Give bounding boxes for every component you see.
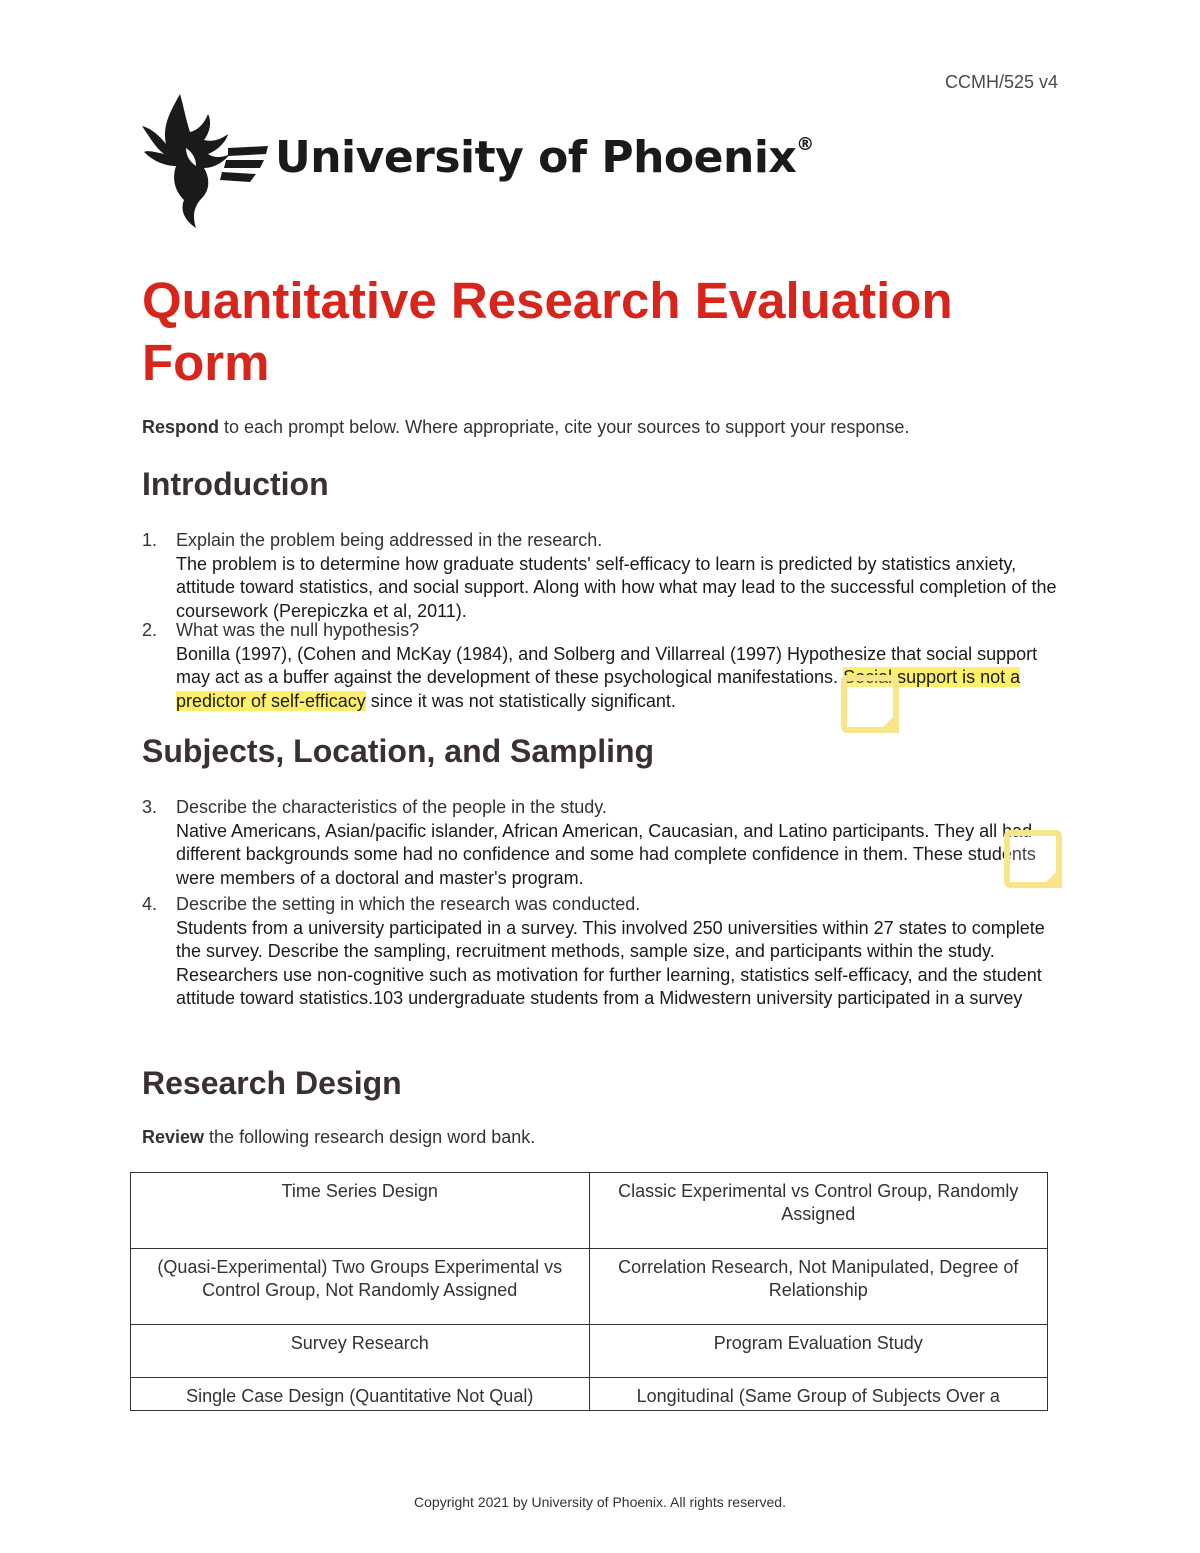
table-cell: Single Case Design (Quantitative Not Qual) — [131, 1378, 590, 1411]
table-row — [131, 1325, 1048, 1378]
table-cell: Program Evaluation Study — [589, 1325, 1048, 1378]
answer-text: The problem is to determine how graduate students' self-efficacy to learn is predicted by statistics anxiety, attitude toward statistics, and social support. Along with how what may lead to the successful completion of the coursework (Perepiczka et al, 2011). — [176, 553, 1057, 621]
question-text: What was the null hypothesis? — [176, 620, 420, 640]
logo-wordmark: University of Phoenix® — [275, 132, 814, 183]
table-row — [131, 1378, 1048, 1411]
university-logo — [140, 92, 814, 232]
question-text: Describe the setting in which the research was conducted. — [176, 894, 641, 914]
heading-introduction: Introduction — [142, 466, 329, 502]
copyright-footer: Copyright 2021 by University of Phoenix. All rights reserved. — [414, 1494, 786, 1510]
question-3: 3. Describe the characteristics of the people in the study. Native Americans, Asian/pacific islander, African American, Caucasian, and Latino participants. They all had different backgrounds some had no confidence and some had complete confidence in them. These students were members of a doctoral and master's program. — [142, 796, 1062, 890]
instructions: Respond to each prompt below. Where appropriate, cite your sources to support your response. — [142, 417, 910, 437]
answer-text: Native Americans, Asian/pacific islander, African American, Caucasian, and Latino participants. They all had different backgrounds some had no confidence and some had complete confidence in them. These students were members of a doctoral and master's program. — [176, 820, 1036, 888]
table-cell: Survey Research — [131, 1325, 590, 1378]
heading-subjects: Subjects, Location, and Sampling — [142, 733, 655, 769]
table-cell: Classic Experimental vs Control Group, Randomly Assigned — [589, 1173, 1048, 1249]
highlighted-text: Social support is not a predictor of self-efficacy — [176, 667, 1021, 711]
sticky-note-icon[interactable] — [841, 675, 899, 733]
table-cell: Time Series Design — [131, 1173, 590, 1249]
table-row — [131, 1249, 1048, 1325]
question-text: Describe the characteristics of the people in the study. — [176, 797, 607, 817]
table-row — [131, 1173, 1048, 1249]
answer-text: Students from a university participated in a survey. This involved 250 universities within 27 states to complete the survey. Describe the sampling, recruitment methods, sample size, and participants within the study. — [176, 917, 1045, 961]
phoenix-icon — [140, 92, 270, 232]
table-cell: Correlation Research, Not Manipulated, Degree of Relationship — [589, 1249, 1048, 1325]
answer-text-2: Researchers use non-cognitive such as motivation for further learning, statistics self-efficacy, and the student attitude toward statistics.103 undergraduate students from a Midwestern university participated in a survey — [176, 964, 1042, 1008]
question-1: 1. Explain the problem being addressed in the research. The problem is to determine how graduate students' self-efficacy to learn is predicted by statistics anxiety, attitude toward statistics, and social support. Along with how what may lead to the successful completion of the coursework (Perepiczka et al, 2011). — [142, 529, 1062, 623]
heading-research-design: Research Design — [142, 1065, 402, 1101]
answer-text: Bonilla (1997), (Cohen and McKay (1984), and Solberg and Villarreal (1997) Hypothesize that social support may act as a buffer against the development of these psychological manifestations. Social support is not a predictor of self-efficacy since it was not statistically significant. — [176, 643, 1038, 711]
word-bank-table — [130, 1172, 1048, 1411]
course-code: CCMH/525 v4 — [944, 72, 1058, 92]
page-title: Quantitative Research Evaluation Form — [142, 272, 953, 391]
sticky-note-icon[interactable] — [1004, 830, 1062, 888]
design-instructions: Review the following research design word bank. — [142, 1127, 536, 1147]
table-cell: (Quasi-Experimental) Two Groups Experimental vs Control Group, Not Randomly Assigned — [131, 1249, 590, 1325]
question-4: 4. Describe the setting in which the research was conducted. Students from a university participated in a survey. This involved 250 universities within 27 states to complete the survey. Describe the sampling, recruitment methods, sample size, and participants within the study. Researchers use non-cognitive such as motivation for further learning, statistics self-efficacy, and the student attitude toward statistics.103 undergraduate students from a Midwestern university participated in a survey — [142, 893, 1062, 1011]
table-cell: Longitudinal (Same Group of Subjects Over a — [589, 1378, 1048, 1411]
question-2: 2. What was the null hypothesis? Bonilla (1997), (Cohen and McKay (1984), and Solberg and Villarreal (1997) Hypothesize that social support may act as a buffer against the development of these psychological manifestations. Social support is not a predictor of self-efficacy since it was not statistically significant. — [142, 619, 1062, 713]
question-text: Explain the problem being addressed in the research. — [176, 530, 603, 550]
